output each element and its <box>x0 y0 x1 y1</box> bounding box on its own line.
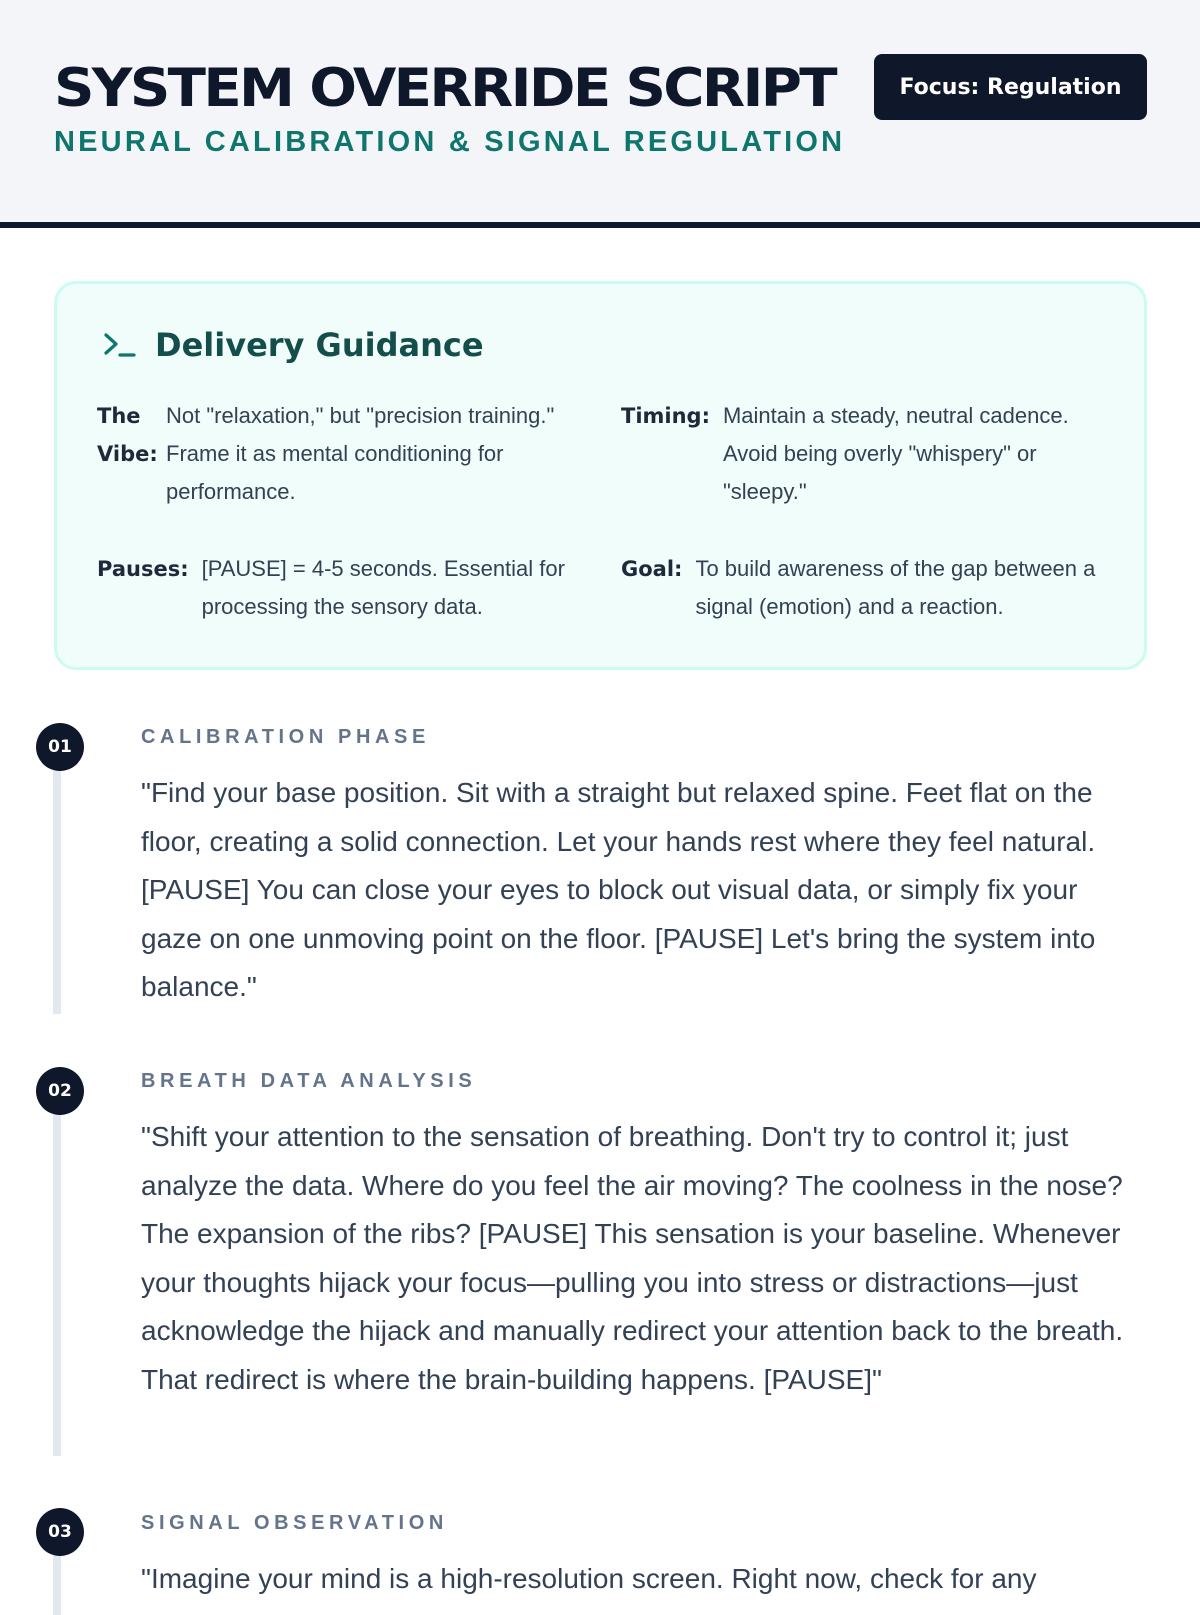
delivery-guidance-panel <box>54 281 1147 670</box>
section-text: "Shift your attention to the sensation of breathing. Don't try to control it; just analyze the data. Where do you feel the air moving? The coolness in the nose? The expansion of the ribs? [PAUSE] This sensation is your baseline. Whenever your thoughts hijack your focus—pulling you into stress or distractions—just acknowledge the hijack and manually redirect your attention back to the breath. That redirect is where the brain-building happens. [PAUSE]" <box>141 1121 1124 1395</box>
guidance-text: To build awareness of the gap between a signal (emotion) and a reaction. <box>695 556 1096 619</box>
guidance-text: Not "relaxation," but "precision training." Frame it as mental conditioning for performance. <box>166 403 555 504</box>
guidance-item-goal <box>621 550 1121 626</box>
guidance-title: Delivery Guidance <box>155 326 484 364</box>
page-title: SYSTEM OVERRIDE SCRIPT <box>54 58 835 119</box>
section-label: CALIBRATION PHASE <box>141 726 430 748</box>
guidance-item-pauses <box>97 550 597 626</box>
section-label: SIGNAL OBSERVATION <box>141 1512 448 1534</box>
page-header <box>0 0 1200 228</box>
section-number-badge: 03 <box>36 1508 84 1556</box>
section-number-badge: 01 <box>36 723 84 771</box>
guidance-label: Pauses: <box>97 557 189 581</box>
section-text: "Find your base position. Sit with a straight but relaxed spine. Feet flat on the floor, creating a solid connection. Let your hands rest where they feel natural. [PAUSE] You can close your eyes to block out visual data, or simply fix your gaze on one unmoving point on the floor. [PAUSE] Let's bring the system into balance." <box>141 777 1096 1002</box>
guidance-text: [PAUSE] = 4-5 seconds. Essential for processing the sensory data. <box>201 556 565 619</box>
focus-badge: Focus: Regulation <box>874 54 1147 120</box>
guidance-item-timing <box>621 397 1121 511</box>
section-number-badge: 02 <box>36 1067 84 1115</box>
terminal-prompt-icon <box>101 327 137 363</box>
page-subtitle: NEURAL CALIBRATION & SIGNAL REGULATION <box>54 126 846 158</box>
section-label: BREATH DATA ANALYSIS <box>141 1070 477 1092</box>
guidance-item-vibe <box>97 397 587 511</box>
timeline-rail <box>53 1113 61 1456</box>
timeline-rail <box>53 770 61 1014</box>
section-text: "Imagine your mind is a high-resolution screen. Right now, check for any <box>141 1563 1037 1594</box>
timeline-rail <box>53 1555 61 1615</box>
guidance-text: Maintain a steady, neutral cadence. Avoid being overly "whispery" or "sleepy." <box>722 403 1069 504</box>
guidance-label: Timing: <box>621 404 710 428</box>
guidance-label: The Vibe: <box>97 404 158 466</box>
guidance-header <box>101 326 484 364</box>
guidance-label: Goal: <box>621 557 683 581</box>
